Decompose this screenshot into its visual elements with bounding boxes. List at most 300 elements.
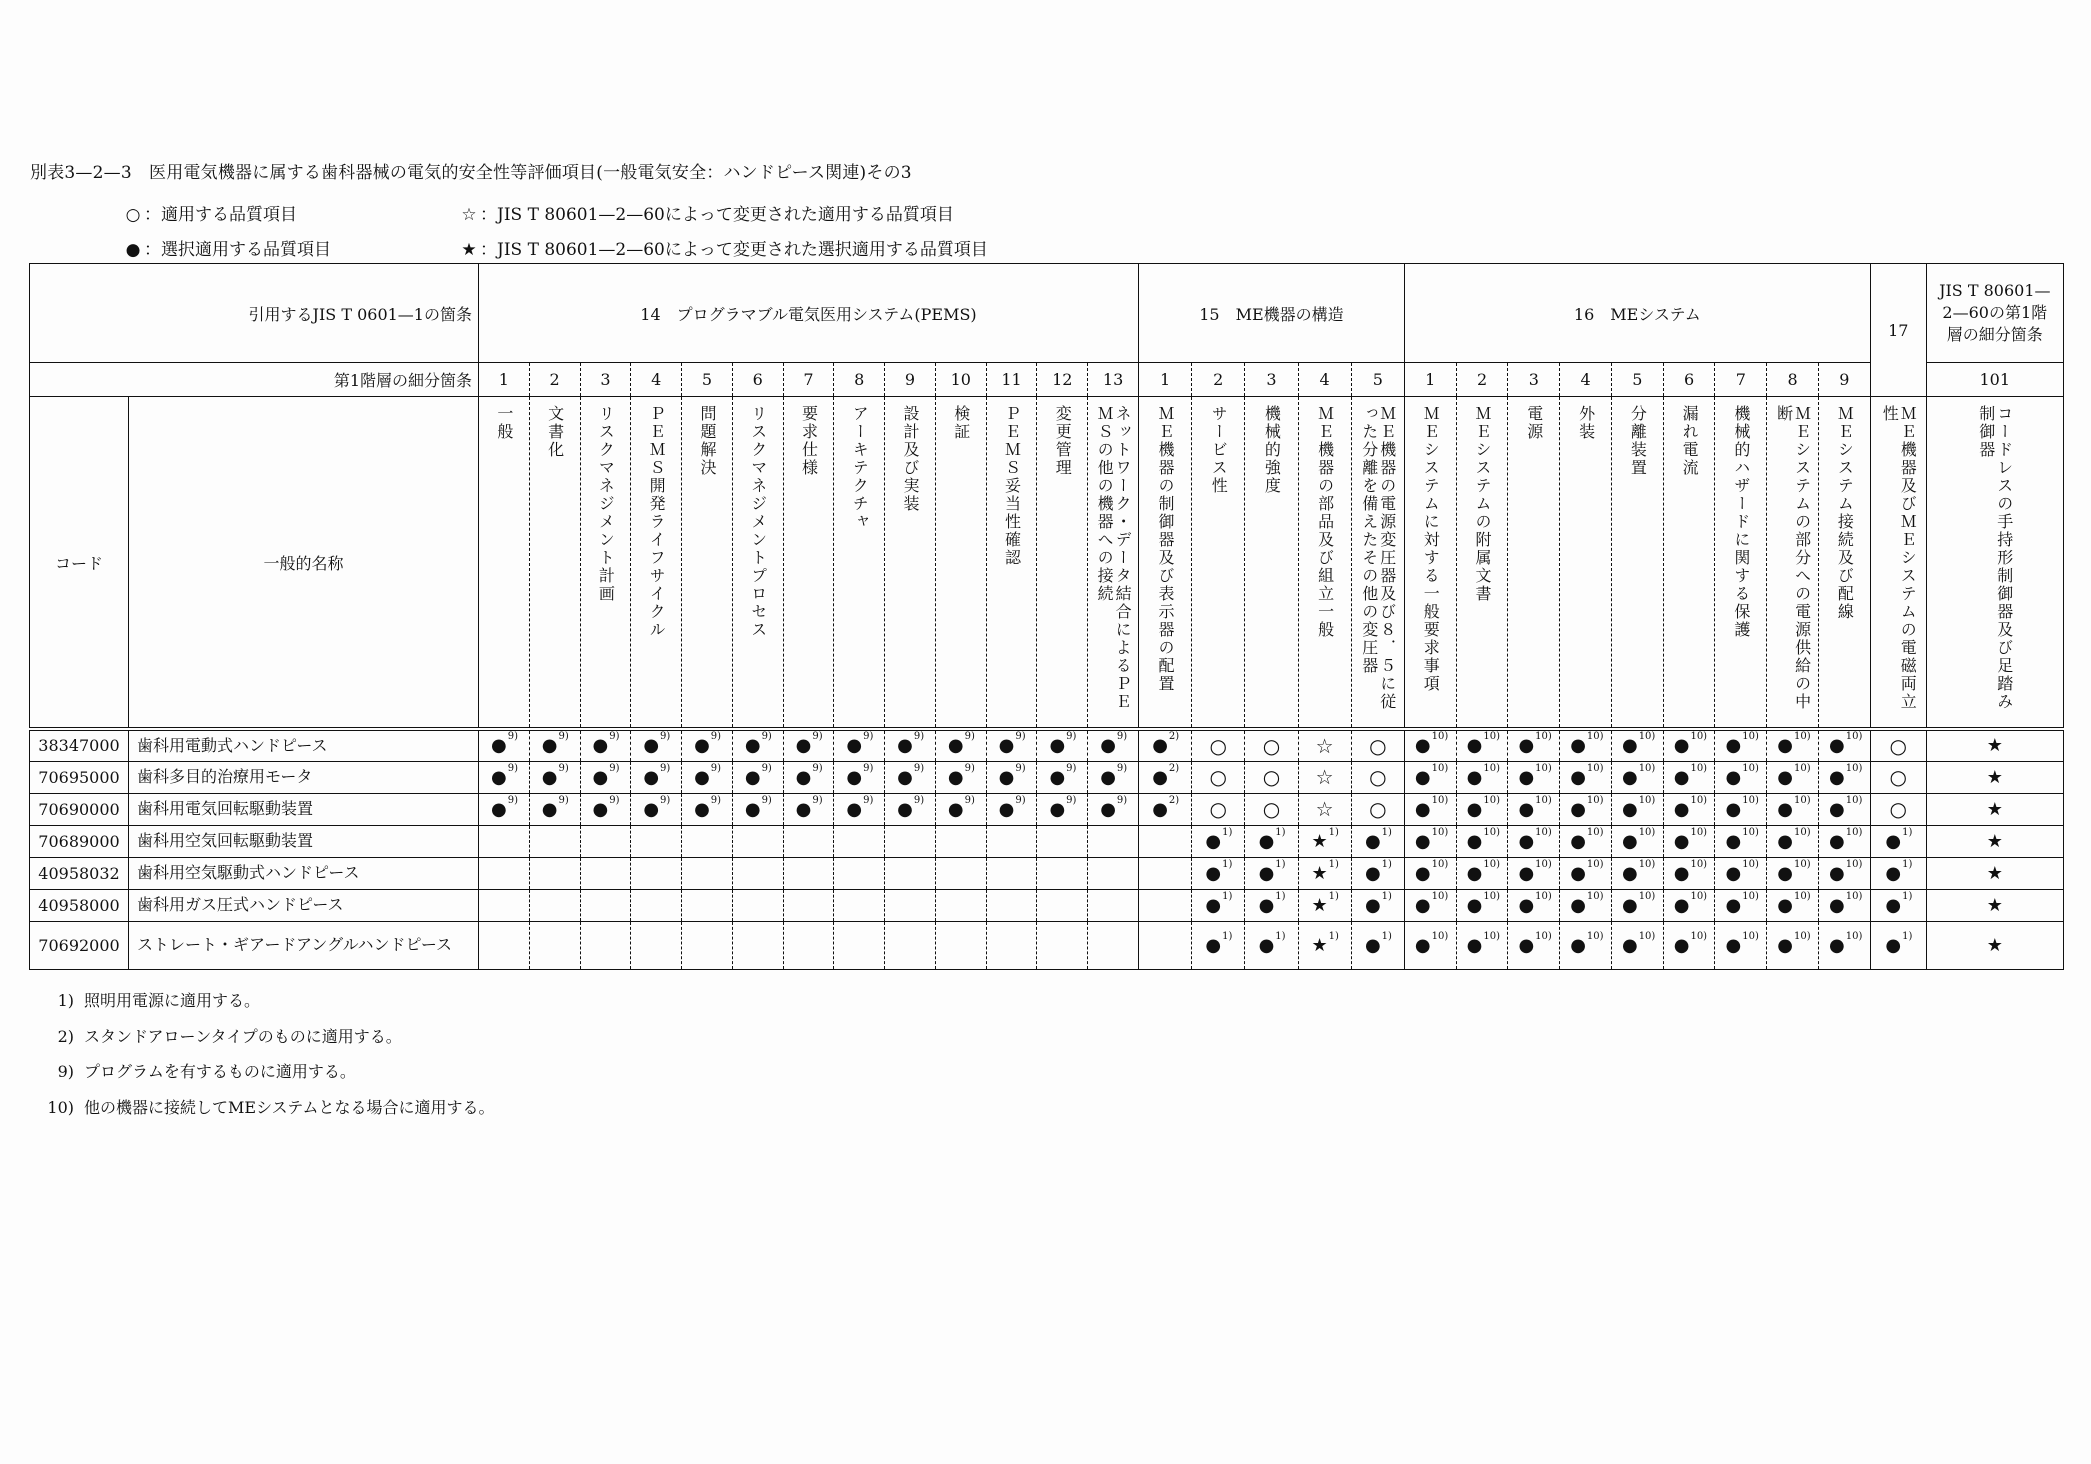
column-title-cell	[1192, 397, 1245, 730]
subclause-number: 9	[885, 363, 936, 397]
legend-text: ：JIS T 80601—2—60によって変更された適用する品質項目	[480, 205, 954, 225]
mark-cell	[1926, 793, 2063, 825]
mark-cell	[580, 729, 631, 761]
mark-cell	[1351, 761, 1404, 793]
footnote-ref: 9)	[913, 731, 925, 743]
footnote-ref: 9)	[964, 794, 975, 806]
code-cell: 70689000	[30, 825, 129, 857]
filled-circle-icon: ● 9)	[998, 762, 1026, 788]
filled-circle-icon: ● 9)	[998, 794, 1026, 820]
footnote-ref: 1)	[1328, 826, 1339, 838]
mark-cell	[1138, 889, 1191, 921]
footnote-ref: 9)	[812, 794, 823, 806]
filled-circle-icon: ● 10)	[1725, 890, 1759, 916]
mark-cell	[986, 857, 1037, 889]
footnote-ref: 10)	[1535, 731, 1552, 743]
footnote-ref: 1)	[1275, 826, 1286, 838]
mark-cell	[732, 825, 783, 857]
filled-circle-icon: ● 10)	[1466, 826, 1501, 852]
mark-cell	[1926, 857, 2063, 889]
filled-circle-icon: ● 9)	[947, 794, 975, 820]
column-title: ネットワーク・データ結合によるＰＥＭＳの他の機器への接続	[1095, 405, 1133, 711]
filled-circle-icon: ● 9)	[491, 731, 518, 757]
column-title: 検証	[951, 405, 971, 441]
filled-circle-icon: ● 10)	[1777, 890, 1811, 916]
column-title-cell	[1456, 397, 1508, 730]
mark-cell	[1819, 793, 1871, 825]
column-title: サービス性	[1209, 405, 1229, 495]
footnote-ref: 1)	[1328, 890, 1339, 902]
filled-circle-icon: ● 1)	[1205, 930, 1233, 956]
filled-circle-icon: ● 9)	[795, 731, 823, 757]
column-title-cell	[1767, 397, 1819, 730]
mark-cell	[935, 889, 986, 921]
mark-cell	[1404, 857, 1456, 889]
mark-cell	[1611, 857, 1663, 889]
open-star-icon: ☆	[1315, 765, 1334, 789]
column-title-cell	[1351, 397, 1404, 730]
mark-cell	[1819, 729, 1871, 761]
filled-star-icon: ★	[1986, 862, 2003, 884]
subclause-number: 3	[1245, 363, 1298, 397]
mark-cell	[834, 857, 885, 889]
footnote-ref: 9)	[1116, 731, 1128, 743]
mark-cell	[885, 921, 936, 969]
mark-cell	[1245, 889, 1298, 921]
mark-cell	[783, 793, 834, 825]
column-title-cell	[1298, 397, 1351, 730]
footnote-ref: 9)	[507, 794, 518, 806]
subclause-number: 8	[834, 363, 885, 397]
code-cell: 70695000	[30, 761, 129, 793]
name-cell: ストレート・ギアードアングルハンドピース	[129, 921, 479, 969]
footnote-number: 10)	[47, 1097, 74, 1117]
mark-cell	[580, 857, 631, 889]
mark-cell	[1767, 889, 1819, 921]
mark-cell	[1245, 825, 1298, 857]
mark-cell	[1298, 761, 1351, 793]
subclause-number: 5	[1351, 363, 1404, 397]
mark-cell	[1351, 793, 1404, 825]
footnote-ref: 10)	[1742, 826, 1759, 838]
footnote-ref: 10)	[1483, 930, 1501, 942]
filled-star-icon: ★	[1986, 830, 2003, 852]
footnote-ref: 10)	[1535, 890, 1552, 902]
footnote-ref: 9)	[812, 731, 823, 743]
legend-text: ：選択適用する品質項目	[144, 240, 331, 260]
filled-star-icon: ★ 1)	[1311, 890, 1339, 916]
mark-cell	[1138, 793, 1191, 825]
subclause-number: 2	[1192, 363, 1245, 397]
mark-cell	[783, 857, 834, 889]
name-cell: 歯科用電動式ハンドピース	[129, 729, 479, 761]
section-header-17: 17	[1870, 264, 1926, 397]
subclause-number: 1	[1404, 363, 1456, 397]
filled-circle-icon: ● 10)	[1414, 794, 1449, 820]
header-row-clause	[30, 264, 2064, 363]
footnote-ref: 1)	[1275, 858, 1286, 870]
mark-cell	[1088, 761, 1139, 793]
footnote-ref: 9)	[913, 794, 925, 806]
mark-cell	[1611, 761, 1663, 793]
mark-cell	[631, 825, 682, 857]
subclause-number: 1	[1138, 363, 1191, 397]
filled-circle-icon: ● 10)	[1621, 794, 1656, 820]
mark-cell	[935, 825, 986, 857]
footnote-ref: 10)	[1483, 731, 1501, 743]
footnote-ref: 9)	[1015, 794, 1026, 806]
filled-circle-icon: ● 9)	[491, 794, 518, 820]
footnote-ref: 10)	[1793, 826, 1811, 838]
subclause-number: 12	[1037, 363, 1088, 397]
footnote-ref: 10)	[1586, 890, 1604, 902]
filled-circle-icon: ● 10)	[1518, 762, 1552, 788]
filled-circle-icon: ● 9)	[947, 762, 975, 788]
mark-cell	[986, 889, 1037, 921]
mark-cell	[1456, 761, 1508, 793]
subclause-number: 4	[1560, 363, 1612, 397]
mark-cell	[1404, 889, 1456, 921]
filled-circle-icon: ● 10)	[1466, 890, 1501, 916]
mark-cell	[479, 793, 530, 825]
filled-circle-icon: ● 10)	[1570, 731, 1604, 757]
filled-circle-icon: ● 10)	[1621, 762, 1656, 788]
column-title: リスクマネジメント計画	[596, 405, 616, 603]
footnote-ref: 2)	[1168, 762, 1180, 774]
footnote-number: 1)	[57, 991, 74, 1010]
subclause-number: 4	[1298, 363, 1351, 397]
mark-cell	[580, 889, 631, 921]
footnote-text: 他の機器に接続してMEシステムとなる場合に適用する。	[84, 1097, 495, 1117]
mark-cell	[1663, 825, 1715, 857]
filled-circle-icon: ● 9)	[1049, 731, 1077, 757]
mark-cell	[783, 825, 834, 857]
filled-circle-icon: ● 9)	[947, 731, 975, 757]
mark-cell	[1508, 921, 1560, 969]
footnote-ref: 10)	[1690, 890, 1708, 902]
filled-circle-icon: ● 1)	[1205, 858, 1233, 884]
column-title-cell	[1138, 397, 1191, 730]
footnote-ref: 10)	[1690, 930, 1708, 942]
filled-star-icon: ★ 1)	[1311, 930, 1339, 956]
filled-circle-icon: ● 9)	[1049, 762, 1077, 788]
filled-circle-icon: ● 10)	[1414, 858, 1449, 884]
subclause-number: 7	[783, 363, 834, 397]
filled-circle-icon: ● 1)	[1258, 890, 1286, 916]
filled-circle-icon: ● 9)	[1100, 794, 1128, 820]
filled-circle-icon: ● 10)	[1414, 930, 1449, 956]
footnote-ref: 10)	[1793, 731, 1811, 743]
footnote-ref: 10)	[1431, 794, 1449, 806]
filled-circle-icon: ● 10)	[1570, 826, 1604, 852]
filled-circle-icon: ● 10)	[1725, 858, 1759, 884]
mark-cell	[580, 793, 631, 825]
filled-circle-icon: ● 9)	[694, 794, 722, 820]
column-title: 外装	[1576, 405, 1596, 441]
subclause-number: 11	[986, 363, 1037, 397]
footnote-ref: 10)	[1586, 731, 1604, 743]
footnote-ref: 9)	[609, 762, 620, 774]
mark-cell	[1663, 793, 1715, 825]
mark-cell	[1870, 793, 1926, 825]
open-circle-icon: ○	[1262, 765, 1281, 789]
mark-cell	[1767, 793, 1819, 825]
open-circle-icon: ○	[1262, 733, 1281, 758]
mark-cell	[1926, 921, 2063, 969]
mark-cell	[1819, 889, 1871, 921]
column-title-cell	[1088, 397, 1139, 730]
mark-cell	[1560, 889, 1612, 921]
footnote-ref: 10)	[1845, 930, 1863, 942]
column-title: コードレスの手持形制御器及び足踏み制御器	[1976, 405, 2014, 711]
mark-cell	[1870, 761, 1926, 793]
filled-circle-icon: ● 9)	[694, 731, 722, 757]
footnote-ref: 10)	[1483, 858, 1501, 870]
mark-cell	[732, 761, 783, 793]
mark-cell	[1245, 857, 1298, 889]
filled-circle-icon: ● 9)	[592, 794, 620, 820]
open-circle-icon: ○	[1889, 733, 1907, 758]
mark-cell	[1456, 857, 1508, 889]
filled-circle-icon: ● 10)	[1777, 762, 1811, 788]
mark-cell	[834, 761, 885, 793]
filled-circle-icon: ● 10)	[1725, 930, 1759, 956]
footnote-ref: 10)	[1638, 794, 1656, 806]
code-cell: 40958032	[30, 857, 129, 889]
filled-circle-icon: ● 10)	[1570, 794, 1604, 820]
filled-circle-icon: ● 9)	[998, 731, 1026, 757]
header-row-subclause	[30, 363, 2064, 397]
filled-circle-icon: ● 1)	[1885, 890, 1913, 916]
mark-cell	[885, 761, 936, 793]
mark-cell	[479, 761, 530, 793]
filled-circle-icon: ● 10)	[1725, 731, 1759, 757]
mark-cell	[783, 729, 834, 761]
filled-circle-icon: ● 9)	[897, 762, 925, 788]
mark-cell	[1456, 825, 1508, 857]
mark-cell	[1870, 889, 1926, 921]
subclause-header-label: 第1階層の細分箇条	[30, 363, 479, 397]
column-title-cell	[580, 397, 631, 730]
mark-cell	[631, 729, 682, 761]
column-title-cell	[834, 397, 885, 730]
column-title-cell	[1037, 397, 1088, 730]
footnote-ref: 10)	[1845, 794, 1863, 806]
mark-cell	[631, 857, 682, 889]
open-star-icon: ☆	[1315, 797, 1334, 821]
subclause-number: 2	[529, 363, 580, 397]
footnote-ref: 9)	[710, 794, 722, 806]
mark-cell	[986, 793, 1037, 825]
mark-cell	[682, 793, 733, 825]
mark-cell	[1088, 729, 1139, 761]
mark-cell	[1870, 921, 1926, 969]
footnote-ref: 1)	[1275, 890, 1286, 902]
mark-cell	[1245, 761, 1298, 793]
mark-cell	[529, 761, 580, 793]
mark-cell	[834, 889, 885, 921]
column-title: アーキテクチャ	[850, 405, 870, 531]
filled-circle-icon: ● 10)	[1466, 794, 1501, 820]
filled-circle-icon: ● 9)	[1100, 762, 1128, 788]
mark-cell	[580, 825, 631, 857]
table-row	[30, 825, 2064, 857]
mark-cell	[631, 889, 682, 921]
column-title: 漏れ電流	[1680, 405, 1700, 477]
filled-circle-icon: ● 9)	[592, 762, 620, 788]
mark-cell	[1715, 921, 1767, 969]
filled-circle-icon: ● 10)	[1829, 858, 1863, 884]
mark-cell	[1611, 889, 1663, 921]
mark-cell	[1192, 889, 1245, 921]
mark-cell	[1037, 857, 1088, 889]
mark-cell	[1926, 761, 2063, 793]
column-title: 文書化	[545, 405, 565, 459]
column-title-cell	[529, 397, 580, 730]
filled-circle-icon: ● 10)	[1829, 794, 1863, 820]
footnote-ref: 1)	[1328, 858, 1339, 870]
mark-cell	[834, 825, 885, 857]
footnote-ref: 10)	[1742, 858, 1759, 870]
mark-cell	[1245, 921, 1298, 969]
mark-cell	[1611, 729, 1663, 761]
footnote-ref: 10)	[1431, 890, 1449, 902]
footnote-ref: 10)	[1742, 731, 1759, 743]
footnote-ref: 10)	[1535, 858, 1552, 870]
legend-item-modified-selective	[458, 235, 988, 260]
filled-circle-icon: ● 9)	[1049, 794, 1077, 820]
filled-circle-icon: ● 9)	[795, 762, 823, 788]
filled-circle-icon: ● 10)	[1466, 762, 1501, 788]
column-title: ＭＥシステムの附属文書	[1473, 405, 1493, 603]
section-header-0: 14 プログラマブル電気医用システム(PEMS)	[479, 264, 1139, 363]
filled-circle-icon: ● 10)	[1621, 826, 1656, 852]
subclause-number: 6	[732, 363, 783, 397]
mark-cell	[986, 825, 1037, 857]
evaluation-table	[29, 263, 2064, 970]
mark-cell	[580, 921, 631, 969]
filled-circle-icon: ● 10)	[1466, 858, 1501, 884]
mark-cell	[1926, 729, 2063, 761]
mark-cell	[529, 857, 580, 889]
footnote-ref: 10)	[1638, 858, 1656, 870]
filled-circle-icon: ● 10)	[1777, 930, 1811, 956]
footnote-ref: 10)	[1638, 930, 1656, 942]
filled-circle-icon: ● 1)	[1885, 930, 1913, 956]
mark-cell	[1819, 761, 1871, 793]
mark-cell	[1663, 889, 1715, 921]
mark-cell	[529, 921, 580, 969]
mark-cell	[1088, 857, 1139, 889]
filled-circle-icon: ● 10)	[1621, 731, 1656, 757]
footnote-ref: 1)	[1328, 930, 1339, 942]
mark-cell	[631, 921, 682, 969]
mark-cell	[732, 793, 783, 825]
subclause-number: 4	[631, 363, 682, 397]
mark-cell	[1715, 793, 1767, 825]
footnote-text: 照明用電源に適用する。	[84, 991, 261, 1010]
mark-cell	[885, 793, 936, 825]
mark-cell	[1611, 793, 1663, 825]
filled-circle-icon: ● 10)	[1829, 826, 1863, 852]
filled-circle-icon: ● 10)	[1673, 858, 1708, 884]
column-title: ＭＥシステム接続及び配線	[1835, 405, 1855, 621]
mark-cell	[986, 761, 1037, 793]
mark-cell	[1192, 857, 1245, 889]
filled-circle-icon: ● 9)	[846, 762, 874, 788]
footnote-ref: 10)	[1793, 794, 1811, 806]
open-circle-icon: ○	[1209, 765, 1227, 789]
mark-cell	[529, 729, 580, 761]
filled-circle-icon: ● 10)	[1673, 826, 1708, 852]
name-header: 一般的名称	[129, 397, 479, 730]
filled-circle-icon: ● 10)	[1518, 858, 1552, 884]
column-title-cell	[1870, 397, 1926, 730]
filled-circle-icon: ● 1)	[1885, 826, 1913, 852]
legend-text: ：適用する品質項目	[144, 205, 297, 225]
column-title-cell	[1926, 397, 2063, 730]
mark-cell	[1037, 729, 1088, 761]
footnote-ref: 1)	[1222, 858, 1233, 870]
mark-cell	[1508, 889, 1560, 921]
footnote-ref: 10)	[1690, 794, 1708, 806]
mark-cell	[1192, 761, 1245, 793]
code-cell: 70690000	[30, 793, 129, 825]
filled-circle-icon: ● 10)	[1414, 731, 1449, 757]
column-title-cell	[682, 397, 733, 730]
code-header: コード	[30, 397, 129, 730]
footnote-ref: 10)	[1535, 762, 1552, 774]
mark-cell	[1192, 921, 1245, 969]
subclause-number: 2	[1456, 363, 1508, 397]
column-title: 変更管理	[1053, 405, 1073, 477]
footnote-ref: 10)	[1742, 794, 1759, 806]
mark-cell	[1351, 729, 1404, 761]
filled-circle-icon: ● 10)	[1829, 762, 1863, 788]
column-title: ＭＥ機器の電源変圧器及び８．５に従った分離を備えたその他の変圧器	[1359, 405, 1397, 711]
mark-cell	[1715, 857, 1767, 889]
mark-cell	[479, 921, 530, 969]
mark-cell	[1560, 793, 1612, 825]
subclause-number: 9	[1819, 363, 1871, 397]
open-circle-icon: ○	[1889, 797, 1907, 821]
filled-circle-icon: ● 10)	[1725, 826, 1759, 852]
footnote-ref: 2)	[1168, 794, 1180, 806]
footnote-ref: 1)	[1222, 930, 1233, 942]
filled-star-icon: ★ 1)	[1311, 858, 1339, 884]
footnote-ref: 9)	[558, 762, 569, 774]
mark-cell	[834, 793, 885, 825]
legend-item-selective	[122, 235, 331, 260]
footnote-ref: 10)	[1845, 731, 1863, 743]
mark-cell	[1298, 857, 1351, 889]
footnote-ref: 10)	[1845, 890, 1863, 902]
filled-circle-icon: ● 10)	[1777, 794, 1811, 820]
filled-circle-icon: ● 1)	[1364, 890, 1392, 916]
footnote-ref: 9)	[507, 731, 518, 743]
mark-cell	[1088, 793, 1139, 825]
mark-cell	[1560, 857, 1612, 889]
footnote-ref: 10)	[1431, 858, 1449, 870]
column-title-cell	[1560, 397, 1612, 730]
footnote-ref: 9)	[761, 794, 772, 806]
mark-cell	[885, 825, 936, 857]
filled-star-icon: ★ 1)	[1311, 826, 1339, 852]
mark-cell	[935, 793, 986, 825]
mark-cell	[783, 921, 834, 969]
mark-cell	[1245, 729, 1298, 761]
filled-circle-icon: ● 9)	[897, 731, 925, 757]
